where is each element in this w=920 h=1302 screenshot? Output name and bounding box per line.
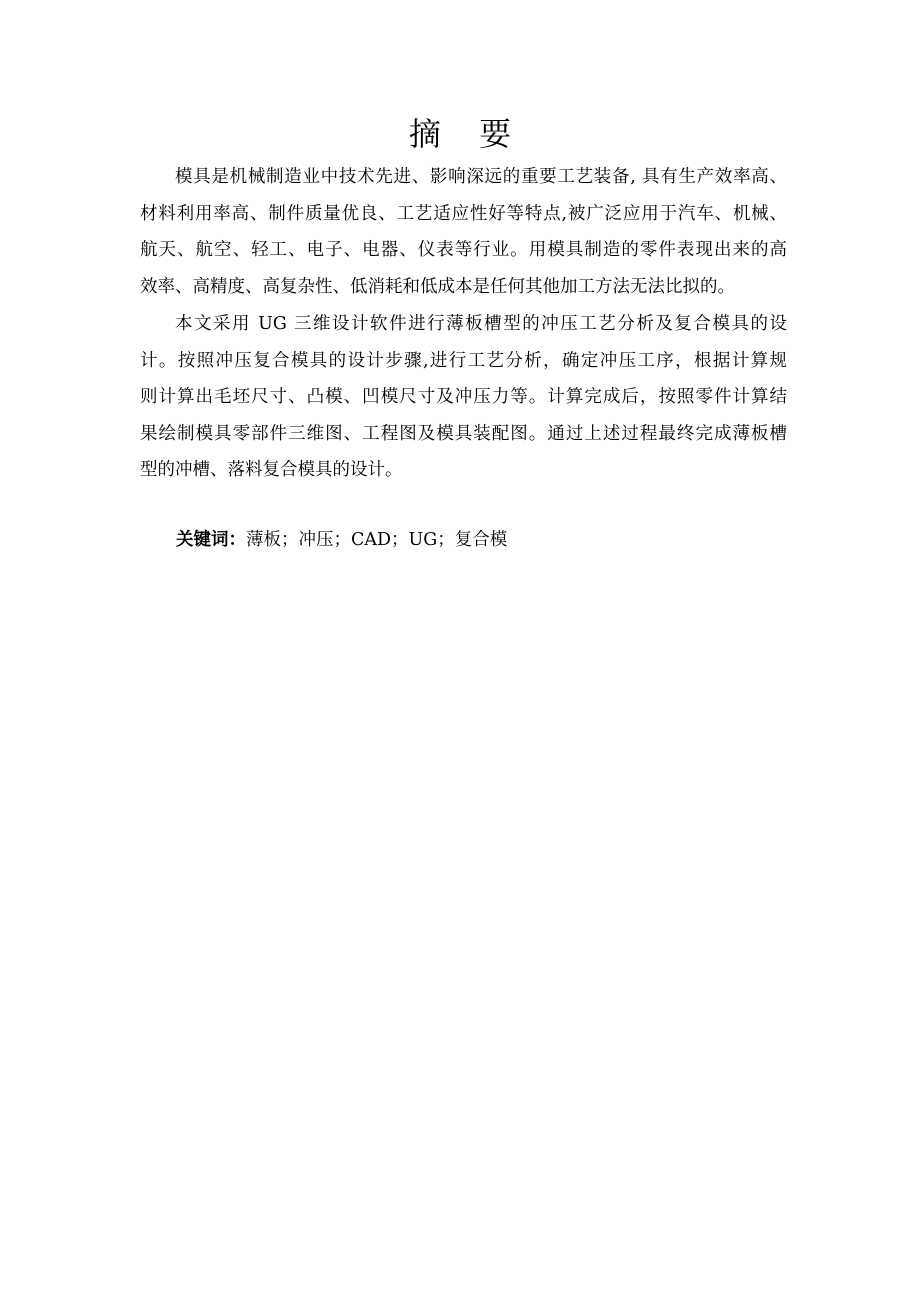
- keywords-value: 薄板；冲压；CAD；UG；复合模: [246, 530, 508, 550]
- paragraph-line: 效率、高精度、高复杂性、低消耗和低成本是任何其他加工方法无法比拟的。: [140, 276, 735, 297]
- keywords-colon: ：: [228, 530, 246, 550]
- abstract-title: 摘 要: [408, 115, 526, 153]
- paragraph-line: 本文采用 UG 三维设计软件进行薄板槽型的冲压工艺分析及复合模具的设: [175, 314, 787, 334]
- paragraph-line: 材料利用率高、制件质量优良、工艺适应性好等特点,被广泛应用于汽车、机械、: [140, 203, 787, 224]
- paragraph-line: 型的冲槽、落料复合模具的设计。: [140, 460, 403, 480]
- abstract-paragraph-1: [140, 159, 787, 305]
- paragraph-line: 果绘制模具零部件三维图、工程图及模具装配图。通过上述过程最终完成薄板槽: [140, 423, 787, 444]
- paragraph-line: 则计算出毛坯尺寸、凸模、凹模尺寸及冲压力等。计算完成后，按照零件计算结: [140, 387, 787, 407]
- paragraph-line: 模具是机械制造业中技术先进、影响深远的重要工艺装备, 具有生产效率高、: [175, 167, 787, 187]
- keywords-line: [176, 522, 507, 558]
- paragraph-line: 计。按照冲压复合模具的设计步骤,进行工艺分析，确定冲压工序，根据计算规: [140, 350, 787, 371]
- paragraph-line: 航天、航空、轻工、电子、电器、仪表等行业。用模具制造的零件表现出来的高: [140, 240, 787, 260]
- abstract-paragraph-2: [140, 306, 787, 489]
- keywords-label: 关键词: [176, 530, 229, 550]
